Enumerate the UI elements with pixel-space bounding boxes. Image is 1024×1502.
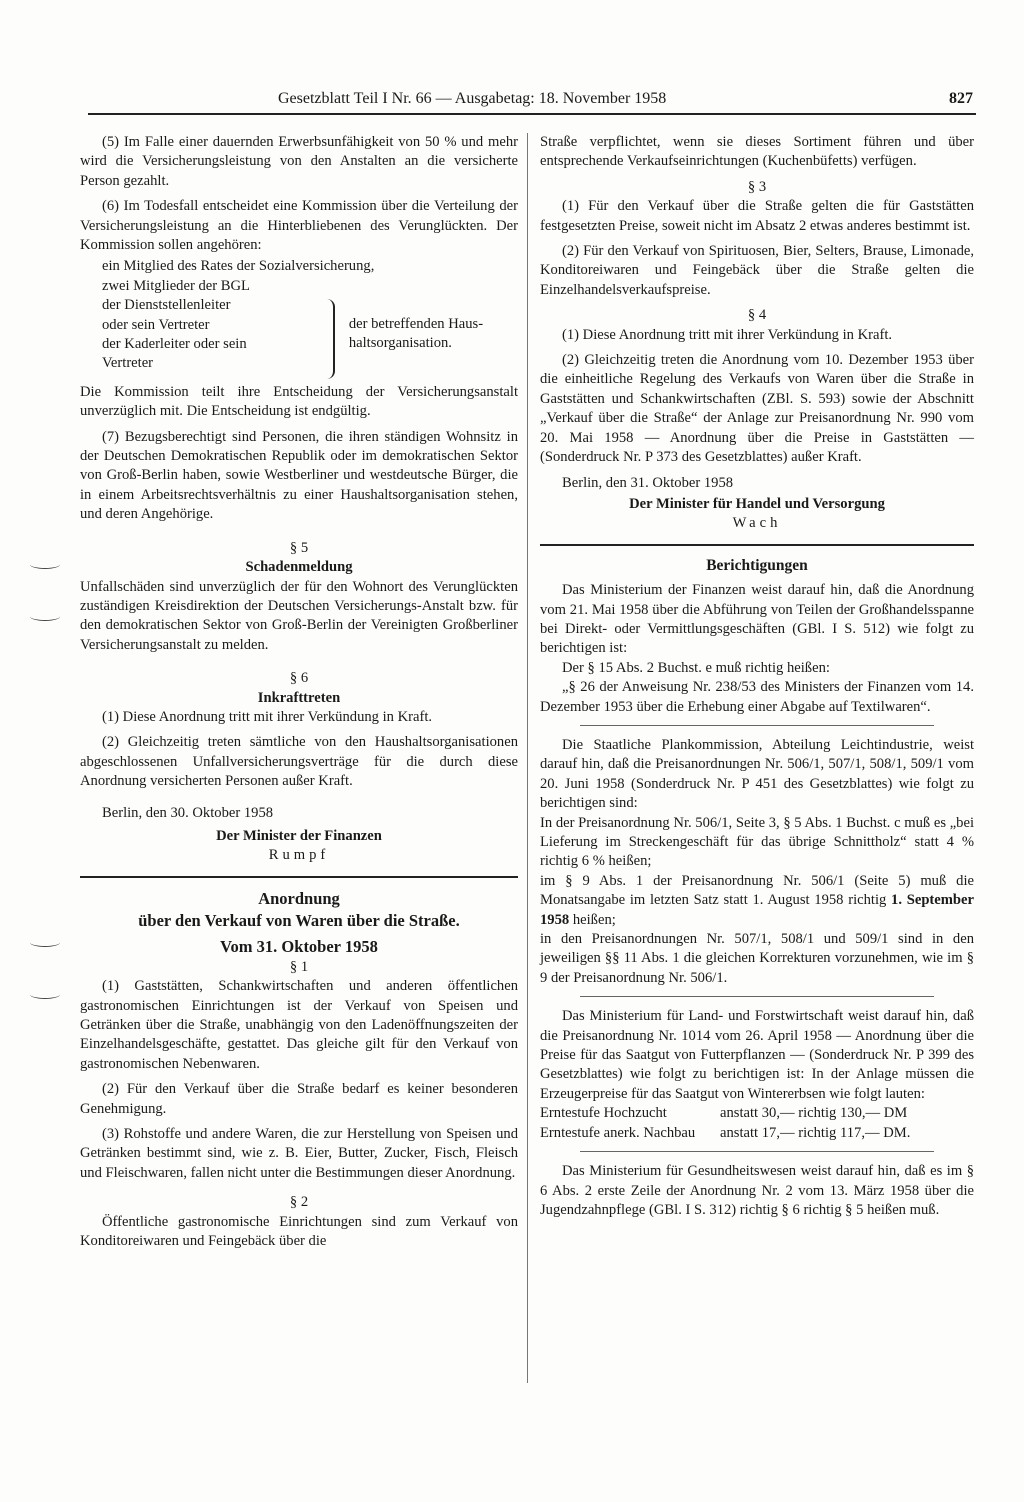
margin-mark: [30, 560, 60, 569]
section-title: Schadenmeldung: [245, 559, 353, 576]
paragraph: (2) Gleichzeitig treten die Anordnung vom 10. Dezember 1953 über die einheitliche Regelung des Verkaufs von Waren über die Straße in Gaststätten und Schankwirtschaften (ZBl. S. 593) sowie der Abschnitt „Verkauf über die Straße“ der Anlage zur Preisanordnung Nr. 990 vom 20. Mai 1958 — Anordnung über die Preise in Gaststätten — (Sonderdruck Nr. P 373 des Gesetzblattes) außer Kraft.: [540, 352, 974, 466]
paragraph: (2) Für den Verkauf von Spirituosen, Bier, Selters, Brause, Limonade, Konditoreiwaren und Feingebäck über die Straße gelten die Einzelhandelsverkaufspreise.: [540, 243, 974, 298]
corrections-title: Berichtigungen: [706, 556, 808, 574]
header-rule: [88, 113, 976, 115]
member-line: zwei Mitglieder der BGL: [102, 277, 250, 294]
emphasis: 1. September 1958: [540, 892, 975, 928]
margin-mark: [30, 612, 60, 621]
paragraph: (3) Rohstoffe und andere Waren, die zur Herstellung von Speisen und Getränken bestimmt sind, wie z. B. Eier, Butter, Zucker, Fisch, Fleisch und Fleischwaren, fallen nicht unter die Bestimmungen dieser Anordnung.: [80, 1126, 518, 1181]
paragraph: Die Staatliche Plankommission, Abteilung Leichtindustrie, weist darauf hin, daß die Preisanordnungen Nr. 506/1, 507/1, 508/1, 509/1 vom 20. Juni 1958 (Sonderdruck Nr. P 451 des Gesetzblattes) wie folgt zu berichtigen sind:: [540, 736, 974, 812]
separator: [580, 1151, 934, 1152]
section-number: § 3: [747, 178, 767, 195]
page-header: [278, 88, 973, 112]
signature-date: Berlin, den 30. Oktober 1958: [102, 804, 274, 821]
section-number: § 4: [747, 307, 767, 324]
paragraph: In der Preisanordnung Nr. 506/1, Seite 3, § 5 Abs. 1 Buchst. c muß es „bei Lieferung im Streckengeschäft für das übrige Schnittholz“ statt 4 % richtig 6 % heißen;: [540, 814, 974, 870]
signature-name: Rumpf: [268, 847, 330, 864]
ordinance-subtitle: über den Verkauf von Waren über die Straße.: [138, 910, 460, 930]
paragraph: Die Kommission teilt ihre Entscheidung der Versicherungsanstalt unverzüglich mit. Die Entscheidung ist endgültig.: [80, 383, 518, 420]
member-line: der Dienststellenleiter: [102, 297, 231, 314]
margin-mark: [30, 990, 60, 999]
signature-name: Wach: [732, 515, 782, 532]
separator: [540, 544, 974, 546]
paragraph: Der § 15 Abs. 2 Buchst. e muß richtig heißen:: [562, 659, 830, 676]
ordinance-title: Anordnung: [258, 888, 340, 908]
margin-mark: [30, 938, 60, 947]
paragraph: (1) Diese Anordnung tritt mit ihrer Verkündung in Kraft.: [562, 326, 893, 343]
paragraph: (1) Diese Anordnung tritt mit ihrer Verkündung in Kraft.: [102, 708, 433, 725]
signature-title: Der Minister der Finanzen: [216, 827, 382, 844]
right-column: [540, 133, 974, 1226]
text-segment: heißen;: [572, 911, 616, 928]
paragraph: Das Ministerium der Finanzen weist darauf hin, daß die Anordnung vom 21. Mai 1958 über die Abführung von Teilen der Großhandelsspanne bei Direkt- oder Vermittlungsgeschäften (GBl. I S. 512) wie folgt zu berichtigen ist:: [540, 582, 974, 657]
paragraph: (1) Gaststätten, Schankwirtschaften und anderen öffentlichen gastronomischen Einrichtungen ist der Verkauf von Speisen und Getränken über die Straße, unabhängig von den Ladenöffnungszeiten der Einzelhandelsgeschäfte, gestattet. Das gleiche gilt für den Verkauf von gastronomischen Nebenwaren.: [80, 978, 518, 1072]
separator: [580, 725, 934, 726]
paragraph: Unfallschäden sind unverzüglich der für den Wohnort des Verunglückten zuständigen Kreisdirektion der Deutschen Versicherungs-Anstalt bzw. für den demokratischen Sektor von Groß-Berlin der Vereinigten Großberliner Versicherungsanstalt zu melden.: [80, 578, 518, 653]
left-column: [80, 133, 518, 1257]
separator: [580, 996, 934, 997]
section-number: § 1: [289, 958, 309, 975]
paragraph: (6) Im Todesfall entscheidet eine Kommission über die Verteilung der Versicherungsleistung an die Hinterbliebenen des Verunglückten. Der Kommission sollen angehören:: [80, 198, 518, 254]
signature-date: Berlin, den 31. Oktober 1958: [562, 474, 734, 491]
paragraph: (1) Für den Verkauf über die Straße gelten die für Gaststätten festgesetzten Preise, soweit nicht im Absatz 2 etwas anderes bestimmt ist.: [540, 198, 974, 234]
paragraph: Das Ministerium für Land- und Forstwirtschaft weist darauf hin, daß die Preisanordnung Nr. 1014 vom 26. April 1958 — Anordnung über die Preise für das Saatgut von Futterpflanzen — (Sonderdruck Nr. P 399 des Gesetzblattes) wie folgt zu berichtigen ist: In der Anlage müssen die Erzeugerpreise für das Saatgut von Wintererbsen wie folgt lauten:: [540, 1008, 974, 1102]
text-segment: im § 9 Abs. 1 der Preisanordnung Nr. 506/1 (Seite 5) muß die Monatsangabe im letzten Satz statt 1. August 1958 richtig: [540, 872, 974, 909]
ordinance-date: Vom 31. Oktober 1958: [220, 936, 378, 956]
separator: [80, 876, 518, 878]
price-label: Erntestufe anerk. Nachbau: [540, 1124, 696, 1141]
section-title: Inkrafttreten: [257, 689, 341, 706]
price-value: anstatt 30,— richtig 130,— DM: [720, 1105, 908, 1122]
header-title: Gesetzblatt Teil I Nr. 66 — Ausgabetag: 18. November 1958: [278, 90, 667, 107]
member-org: der betreffenden Haus-: [348, 315, 484, 332]
price-row: [540, 1124, 974, 1143]
paragraph: „§ 26 der Anweisung Nr. 238/53 des Ministers der Finanzen vom 14. Dezember 1953 über die Erhebung einer Abgabe auf Textilwaren“.: [540, 679, 974, 715]
paragraph: [540, 872, 974, 930]
section-number: § 2: [289, 1194, 309, 1211]
page-number: 827: [949, 90, 973, 107]
section-number: § 6: [289, 670, 309, 687]
member-line: Vertreter: [102, 355, 154, 372]
member-line: der Kaderleiter oder sein: [102, 336, 247, 353]
brace: [323, 299, 335, 379]
member-org: haltsorganisation.: [348, 335, 452, 352]
member-line: oder sein Vertreter: [102, 316, 210, 333]
paragraph: (5) Im Falle einer dauernden Erwerbsunfähigkeit von 50 % und mehr wird die Versicherungsleistung von den Anstalten an die versicherte Person gezahlt.: [80, 134, 518, 189]
paragraph: in den Preisanordnungen Nr. 507/1, 508/1 und 509/1 sind in den jeweiligen §§ 11 Abs. 1 die gleichen Korrekturen vorzunehmen, wie im § 9 der Preisanordnung Nr. 506/1.: [540, 931, 974, 986]
paragraph: Straße verpflichtet, wenn sie dieses Sortiment führen und über entsprechende Verkaufseinrichtungen (Kuchenbüfetts) verfügen.: [540, 134, 974, 170]
paragraph: (2) Gleichzeitig treten sämtliche von den Haushaltsorganisationen abgeschlossenen Unfallversicherungsverträge für die durch diese Anordnung versicherten Personen außer Kraft.: [80, 734, 518, 790]
paragraph: Das Ministerium für Gesundheitswesen weist darauf hin, daß es im § 6 Abs. 2 erste Zeile der Anordnung Nr. 2 vom 13. März 1958 über die Jugendzahnpflege (GBl. I S. 312) richtig § 6 richtig § 5 heißen muß.: [540, 1163, 974, 1218]
members-first: ein Mitglied des Rates der Sozialversicherung,: [102, 258, 375, 275]
section-number: § 5: [289, 539, 309, 556]
signature-title: Der Minister für Handel und Versorgung: [629, 495, 885, 512]
paragraph: (7) Bezugsberechtigt sind Personen, die ihren ständigen Wohnsitz in der Deutschen Demokratischen Republik oder im demokratischen Sektor von Groß-Berlin haben, sowie Westberliner und westdeutsche Bürger, die in einem Arbeitsrechtsverhältnis zu einer Haushaltsorganisation stehen, und deren Angehörige.: [80, 428, 518, 523]
column-divider: [527, 133, 528, 1383]
price-value: anstatt 17,— richtig 117,— DM.: [720, 1124, 911, 1141]
price-row: [540, 1104, 974, 1123]
commission-members: [80, 277, 518, 379]
price-label: Erntestufe Hochzucht: [540, 1105, 667, 1122]
paragraph: Öffentliche gastronomische Einrichtungen sind zum Verkauf von Konditoreiwaren und Feingebäck über die: [80, 1213, 518, 1250]
paragraph: (2) Für den Verkauf über die Straße bedarf es keiner besonderen Genehmigung.: [80, 1081, 518, 1117]
